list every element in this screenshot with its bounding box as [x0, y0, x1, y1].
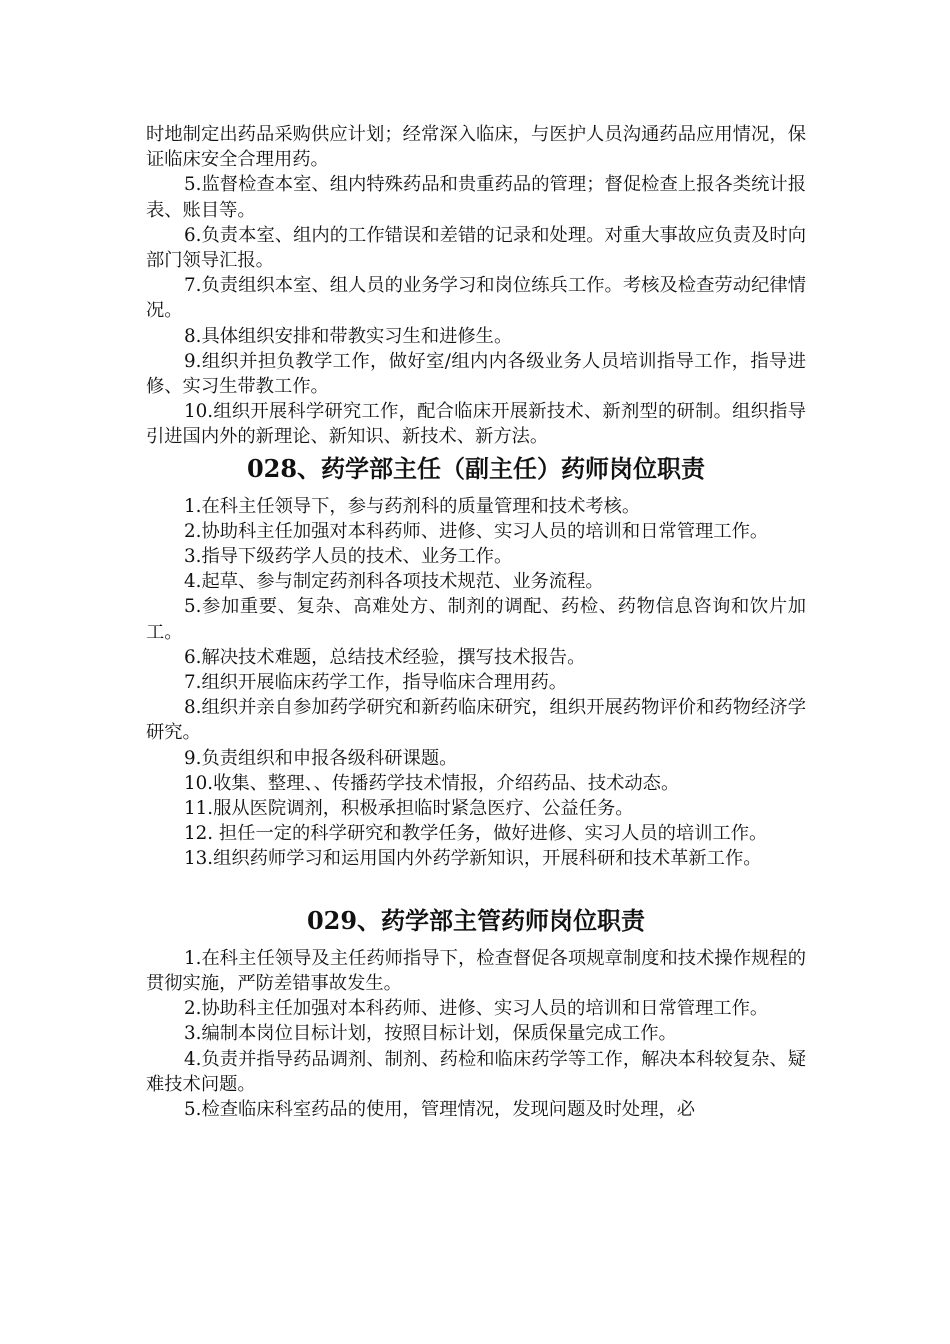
section-028-item: 13.组织药师学习和运用国内外药学新知识，开展科研和技术革新工作。: [184, 848, 762, 870]
section-028-item: 11.服从医院调剂，积极承担临时紧急医疗、公益任务。: [184, 798, 634, 820]
paragraph-item-10: 10.组织开展科学研究工作，配合临床开展新技术、新剂型的研制。组织指导引进国内外的新理论、新知识、新技术、新方法。: [146, 401, 806, 448]
document-page: [146, 122, 806, 1122]
section-029-item: 5.检查临床科室药品的使用，管理情况，发现问题及时处理，必: [184, 1098, 696, 1120]
section-029-item: 3.编制本岗位目标计划，按照目标计划，保质保量完成工作。: [184, 1023, 677, 1045]
paragraph-item-6: 6.负责本室、组内的工作错误和差错的记录和处理。对重大事故应负责及时向部门领导汇报。: [146, 224, 806, 272]
section-028-item: 3.指导下级药学人员的技术、业务工作。: [184, 546, 513, 568]
section-028-item: 10.收集、整理、、传播药学技术情报，介绍药品、技术动态。: [184, 772, 680, 794]
section-029-title: 029、药学部主管药师岗位职责: [306, 905, 646, 935]
paragraph-item-8: 8.具体组织安排和带教实习生和进修生。: [184, 325, 513, 347]
paragraph-item-7: 7.负责组织本室、组人员的业务学习和岗位练兵工作。考核及检查劳动纪律情况。: [146, 275, 806, 322]
section-029-item: 1.在科主任领导及主任药师指导下，检查督促各项规章制度和技术操作规程的贯彻实施，严防差错事故发生。: [146, 947, 806, 994]
section-029-item: 4.负责并指导药品调剂、制剂、药检和临床药学等工作，解决本科较复杂、疑难技术问题。: [146, 1048, 806, 1095]
section-028-item: 7.组织开展临床药学工作，指导临床合理用药。: [184, 672, 568, 694]
section-028-item: 6.解决技术难题，总结技术经验，撰写技术报告。: [184, 646, 586, 668]
section-028-item: 8.组织并亲自参加药学研究和新药临床研究，组织开展药物评价和药物经济学研究。: [146, 697, 806, 744]
section-028-item: 12. 担任一定的科学研究和教学任务，做好进修、实习人员的培训工作。: [184, 823, 768, 845]
section-028-item: 9.负责组织和申报各级科研课题。: [184, 747, 458, 769]
section-029-item: 2.协助科主任加强对本科药师、进修、实习人员的培训和日常管理工作。: [184, 998, 769, 1020]
paragraph-continuation: 时地制定出药品采购供应计划；经常深入临床，与医护人员沟通药品应用情况，保证临床安全合理用药。: [146, 124, 806, 171]
section-028-item: 5.参加重要、复杂、高难处方、制剂的调配、药检、药物信息咨询和饮片加工。: [146, 596, 806, 643]
section-028-item: 2.协助科主任加强对本科药师、进修、实习人员的培训和日常管理工作。: [184, 520, 769, 542]
section-028-title: 028、药学部主任（副主任）药师岗位职责: [246, 453, 706, 483]
paragraph-item-9: 9.组织并担负教学工作，做好室/组内内各级业务人员培训指导工作，指导进修、实习生带教工作。: [146, 350, 806, 398]
paragraph-item-5: 5.监督检查本室、组内特殊药品和贵重药品的管理；督促检查上报各类统计报表、账目等。: [146, 174, 806, 221]
section-028-item: 1.在科主任领导下，参与药剂科的质量管理和技术考核。: [184, 495, 641, 517]
section-028-item: 4.起草、参与制定药剂科各项技术规范、业务流程。: [184, 571, 604, 593]
